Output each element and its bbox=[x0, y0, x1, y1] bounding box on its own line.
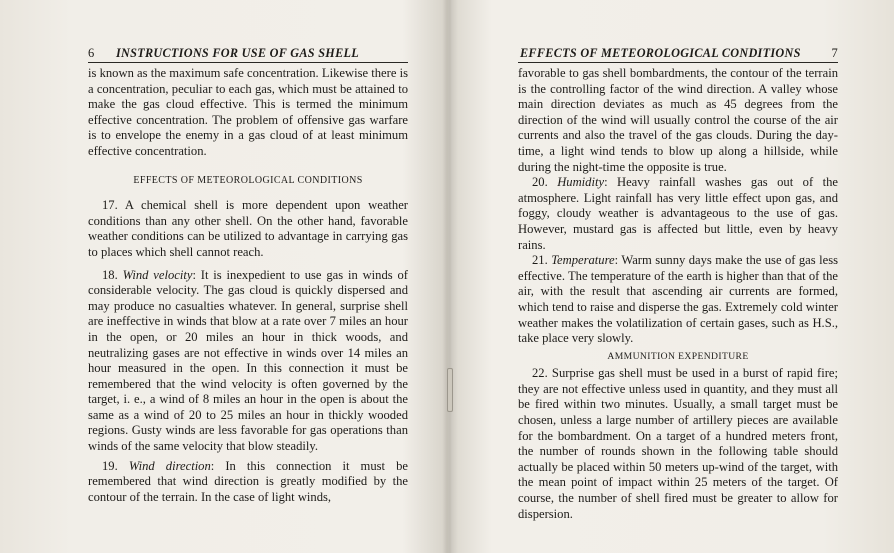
paragraph-22: 22. Surprise gas shell must be used in a burst of rapid fire; they are not effective unless used in quantity, and they must all be fired within two minutes. Usually, a small target must be chosen, unless a large number of artillery pieces are available for the bombardment. On a target of a hundred meters front, the number of rounds shown in the following table should actually be placed within 50 meters up-wind of the target, with the mean point of impact within 25 meters of the target. Of course, the number of shell fired must be greater to allow for dispersion. bbox=[518, 366, 838, 521]
paragraph-21-number: 21. bbox=[532, 253, 548, 268]
left-page-header bbox=[88, 40, 408, 63]
section-heading-ammunition: AMMUNITION EXPENDITURE bbox=[607, 350, 749, 362]
paragraph-19-label: Wind direction bbox=[128, 458, 211, 473]
paragraph-18-text: : It is inexpedient to use gas in winds of considerable velocity. The gas cloud is quickly dispersed and may produce no casualties whatever. In general, surprise shell are ineffective in winds that blow at a rate over 7 miles an hour in the open, or 20 miles an hour in thick woods, and neutralizing gases are not effective in winds over 14 miles an hour measured in the open. In this connection it must be remembered that the wind velocity is often governed by the target, i. e., a wind of 8 miles an hour in the open is about the same as a wind of 20 to 25 miles an hour in thickly wooded regions. Gusty winds are less favorable for gas operations than winds of the same velocity that blow steadily. bbox=[88, 267, 408, 454]
left-page-number: 6 bbox=[88, 46, 95, 60]
paragraph-20-number: 20. bbox=[532, 175, 548, 190]
paragraph-18-number: 18. bbox=[102, 267, 118, 282]
paragraph-17: 17. A chemical shell is more dependent upon weather conditions than any other shell. On the other hand, favorable weather conditions can be utilized to advantage in carrying gas to places which shell cannot reach. bbox=[88, 198, 408, 259]
staple-mark bbox=[447, 368, 453, 412]
paragraph-continued: favorable to gas shell bombardments, the contour of the terrain is the controlling factor of the wind direction. A valley whose main direction deviates as much as 45 degrees from the direction of the wind will usually control the course of the air currents and also the travel of the gas clouds. During the day-time, a light wind tends to blow up along a hillside, while during the night-time the opposite is true. bbox=[518, 66, 838, 174]
right-page-header bbox=[518, 40, 838, 63]
paragraph-20-label: Humidity bbox=[557, 175, 605, 190]
paragraph-21-label: Temperature bbox=[551, 253, 615, 268]
left-running-title: INSTRUCTIONS FOR USE OF GAS SHELL bbox=[116, 46, 359, 60]
right-page-number: 7 bbox=[831, 46, 838, 60]
left-page bbox=[88, 40, 408, 505]
right-running-title: EFFECTS OF METEOROLOGICAL CONDITIONS bbox=[520, 46, 801, 60]
paragraph-21-text: : Warm sunny days make the use of gas less effective. The temperature of the earth is higher than that of the air, with the result that ascending air currents are formed, which tend to raise and disperse the gas. Extremely cold winter weather makes the volatilization of certain gases, such as H.S., take place very slowly. bbox=[518, 253, 838, 346]
right-page-body bbox=[518, 66, 838, 522]
paragraph-intro: is known as the maximum safe concentration. Likewise there is a concentration, peculiar to each gas, which must be attained to make the gas cloud effective. This is termed the minimum effective concentration. The problem of offensive gas warfare is to envelope the enemy in a gas cloud of at least minimum effective concentration. bbox=[88, 66, 408, 158]
paragraph-19-number: 19. bbox=[102, 458, 118, 473]
paragraph-20 bbox=[518, 175, 838, 253]
right-page bbox=[518, 40, 838, 522]
paragraph-18 bbox=[88, 268, 408, 455]
paragraph-20-text: : Heavy rainfall washes gas out of the atmosphere. Light rainfall has very little effect upon gas, and foggy, cloudy weather is advantageous to the use of gas. However, mustard gas is affected but little, even by heavy rains. bbox=[518, 175, 838, 252]
paragraph-19-text: : In this connection it must be remembered that wind direction is greatly modified by the contour of the terrain. In the case of light winds, bbox=[88, 458, 408, 504]
left-page-body bbox=[88, 66, 408, 505]
paragraph-18-label: Wind velocity bbox=[122, 267, 193, 282]
section-heading-meteorological: EFFECTS OF METEOROLOGICAL CONDITIONS bbox=[133, 174, 363, 186]
paragraph-21 bbox=[518, 253, 838, 347]
paragraph-19 bbox=[88, 459, 408, 506]
book-gutter bbox=[442, 0, 458, 553]
